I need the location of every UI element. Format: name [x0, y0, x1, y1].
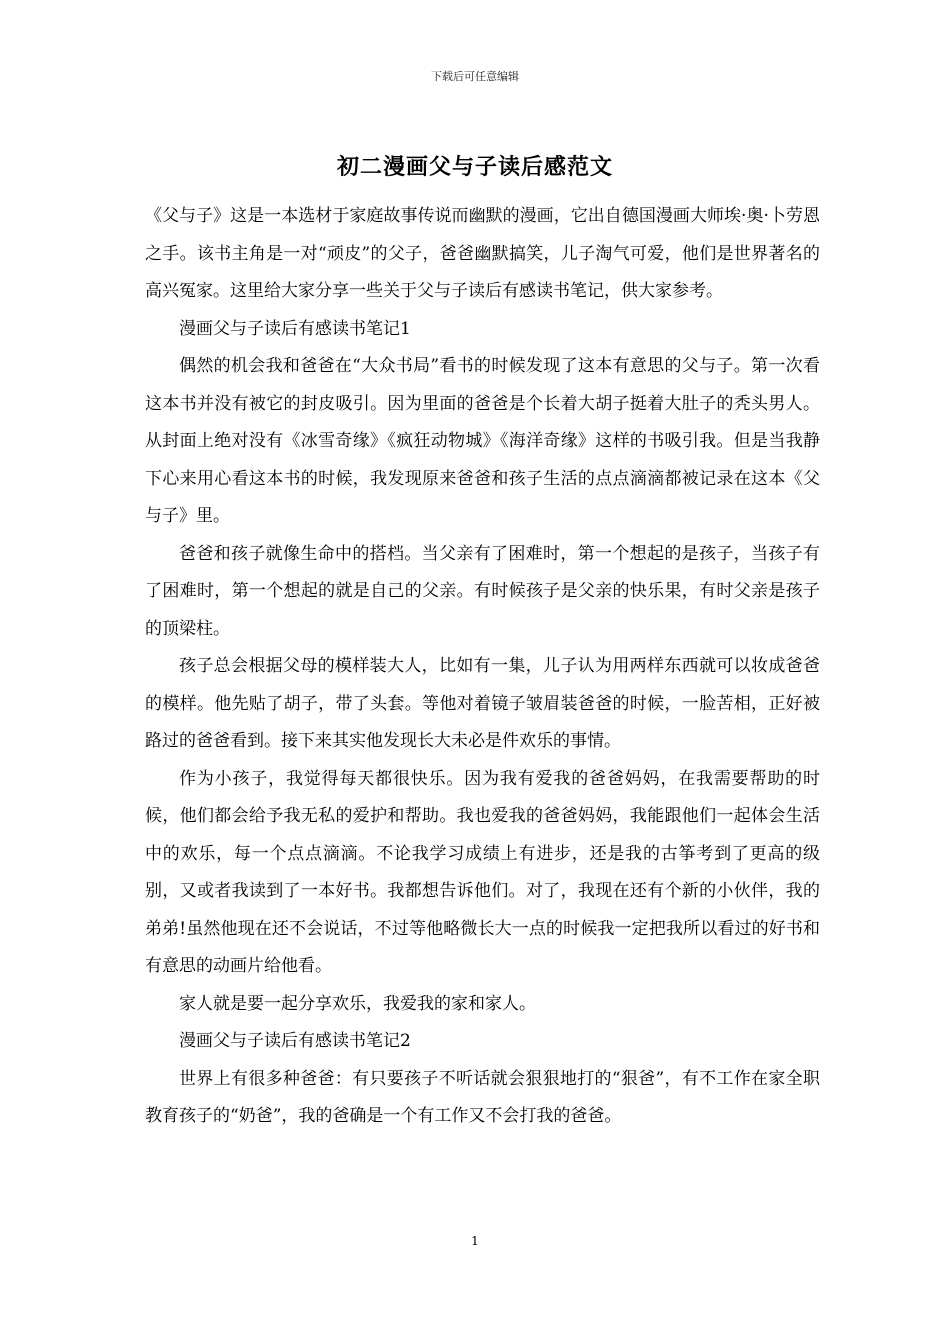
document-title: 初二漫画父与子读后感范文 — [336, 154, 613, 180]
paragraph: 《父与子》这是一本选材于家庭故事传说而幽默的漫画，它出自德国漫画大师埃·奥·卜劳恩之手。该书主角是一对“顽皮”的父子，爸爸幽默搞笑，儿子淘气可爱，他们是世界著名的高兴冤家。这里给大家分享一些关于父与子读后有感读书笔记，供大家参考。 — [145, 206, 820, 301]
section-heading: 漫画父与子读后有感读书笔记1 — [179, 318, 411, 339]
paragraph: 世界上有很多种爸爸：有只要孩子不听话就会狠狠地打的“狠爸”，有不工作在家全职教育孩子的“奶爸”，我的爸确是一个有工作又不会打我的爸爸。 — [145, 1068, 820, 1126]
paragraph: 孩子总会根据父母的模样装大人，比如有一集，儿子认为用两样东西就可以妆成爸爸的模样。他先贴了胡子，带了头套。等他对着镜子皱眉装爸爸的时候，一脸苦相，正好被路过的爸爸看到。接下来其实他发现长大未必是件欢乐的事情。 — [145, 656, 820, 751]
paragraph: 爸爸和孩子就像生命中的搭档。当父亲有了困难时，第一个想起的是孩子，当孩子有了困难时，第一个想起的就是自己的父亲。有时候孩子是父亲的快乐果，有时父亲是孩子的顶梁柱。 — [145, 543, 820, 639]
page-number: 1 — [471, 1234, 479, 1248]
document-body — [145, 198, 820, 1136]
paragraph: 作为小孩子，我觉得每天都很快乐。因为我有爱我的爸爸妈妈，在我需要帮助的时候，他们都会给予我无私的爱护和帮助。我也爱我的爸爸妈妈，我能跟他们一起体会生活中的欢乐，每一个点点滴滴。不论我学习成绩上有进步，还是我的古筝考到了更高的级别，又或者我读到了一本好书。我都想告诉他们。对了，我现在还有个新的小伙伴，我的弟弟!虽然他现在还不会说话，不过等他略微长大一点的时候我一定把我所以看过的好书和有意思的动画片给他看。 — [145, 768, 820, 976]
section-heading: 漫画父与子读后有感读书笔记2 — [179, 1031, 411, 1051]
paragraph: 偶然的机会我和爸爸在“大众书局”看书的时候发现了这本有意思的父与子。第一次看这本书并没有被它的封皮吸引。因为里面的爸爸是个长着大胡子挺着大肚子的秃头男人。从封面上绝对没有《冰雪奇缘》《疯狂动物城》《海洋奇缘》这样的书吸引我。但是当我静下心来用心看这本书的时候，我发现原来爸爸和孩子生活的点点滴滴都被记录在这本《父与子》里。 — [145, 356, 820, 526]
paragraph: 家人就是要一起分享欢乐，我爱我的家和家人。 — [179, 993, 536, 1014]
header-note: 下载后可任意编辑 — [431, 70, 519, 83]
